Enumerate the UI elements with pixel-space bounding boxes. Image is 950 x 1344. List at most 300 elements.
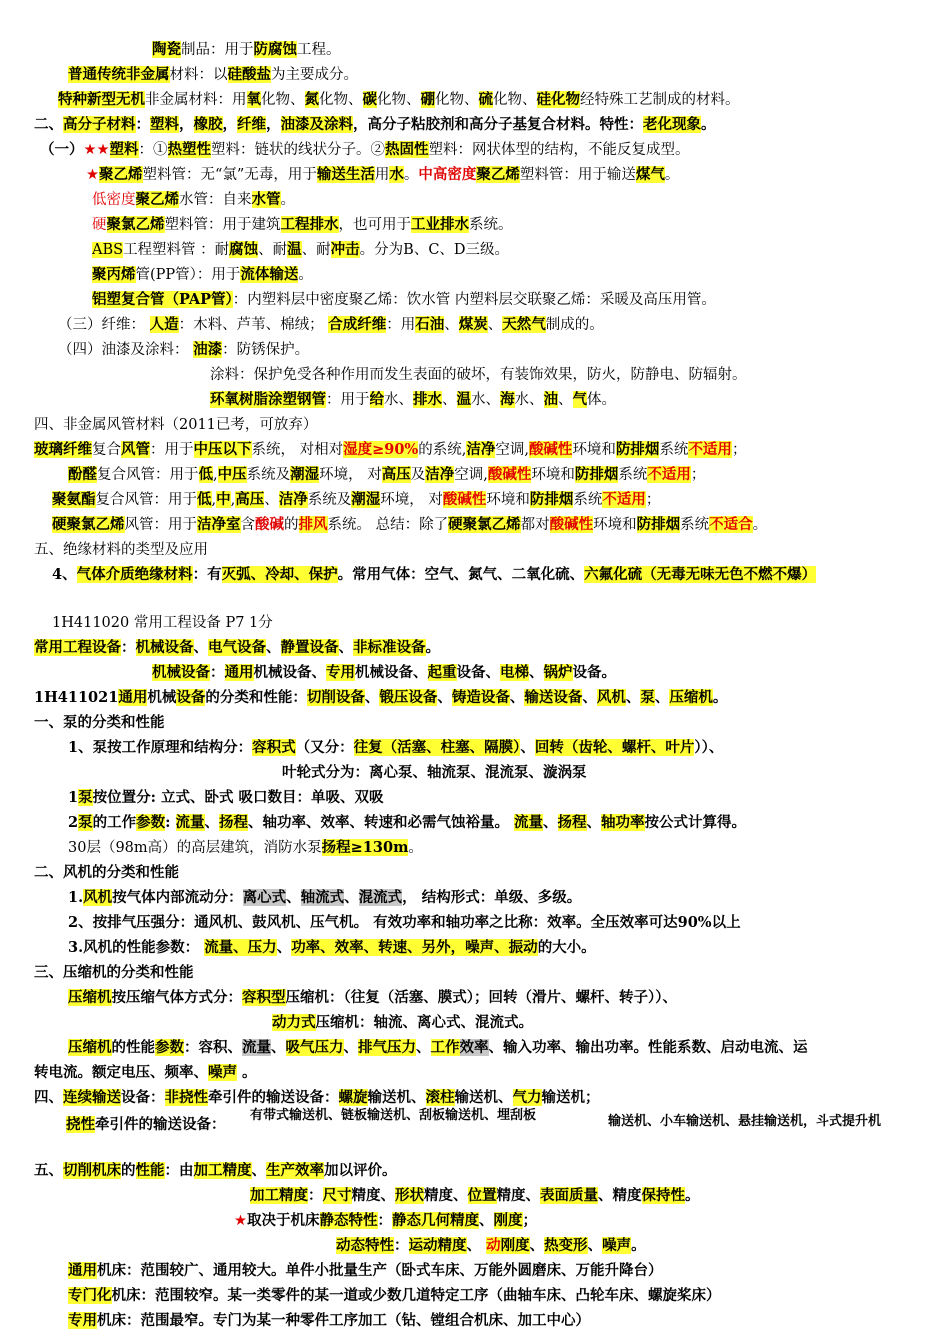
text-segment: 工作 bbox=[430, 1039, 460, 1056]
text-segment: 精度、 bbox=[424, 1187, 468, 1204]
text-segment: 的分类和性能： bbox=[205, 689, 307, 706]
text-segment: 系统及 bbox=[246, 467, 291, 483]
text-segment: 空调, bbox=[454, 467, 488, 483]
text-segment: 噪声 bbox=[602, 1237, 632, 1254]
text-line bbox=[68, 1259, 663, 1283]
text-segment: 环境， 对 bbox=[319, 467, 382, 483]
text-segment: 聚氯乙烯 bbox=[106, 216, 165, 233]
text-segment: ： bbox=[121, 639, 136, 656]
text-segment: 酚醛 bbox=[68, 466, 97, 483]
text-line bbox=[52, 563, 816, 587]
text-line bbox=[34, 861, 179, 885]
text-segment: , bbox=[230, 492, 236, 508]
text-segment: 输送生活 bbox=[316, 166, 375, 183]
text-segment: 非挠性 bbox=[164, 1089, 208, 1106]
text-segment: 电梯 bbox=[500, 664, 529, 681]
text-segment: 化物、 bbox=[435, 92, 479, 108]
text-segment: 的系统, bbox=[418, 442, 467, 458]
text-segment: ； bbox=[731, 442, 747, 458]
text-segment: 1、泵按工作原理和结构分： bbox=[68, 739, 253, 756]
text-segment: 氧 bbox=[246, 91, 261, 108]
text-segment: ， bbox=[266, 116, 281, 133]
text-segment: 输送机、 bbox=[367, 1089, 426, 1106]
text-segment: 通用 bbox=[118, 689, 148, 706]
text-segment: 30层（98m高）的高层建筑，消防水泵 bbox=[68, 840, 322, 856]
text-segment: 、 bbox=[193, 639, 208, 656]
text-line bbox=[34, 113, 716, 137]
text-segment: ★ bbox=[234, 1213, 247, 1229]
text-line bbox=[34, 686, 727, 710]
text-segment: 取决于机床 bbox=[247, 1212, 320, 1229]
text-segment: , bbox=[211, 492, 217, 508]
text-segment: 流量 bbox=[175, 814, 205, 831]
text-segment: 1H411020 常用工程设备 P7 1分 bbox=[52, 615, 273, 631]
text-line bbox=[68, 811, 746, 835]
text-segment: 硬聚氯乙烯 bbox=[448, 516, 521, 533]
text-segment: 中 bbox=[216, 491, 231, 508]
text-segment: 酸碱性 bbox=[487, 466, 532, 483]
text-segment: 按位置分: 立式、卧式 吸口数目：单吸、双吸 bbox=[92, 789, 384, 806]
text-segment: 、 bbox=[558, 392, 573, 408]
text-line bbox=[68, 786, 384, 810]
text-segment: 用 bbox=[374, 167, 390, 183]
text-segment: 容积型 bbox=[242, 989, 286, 1006]
text-segment: 锅炉 bbox=[543, 664, 573, 681]
text-line bbox=[58, 88, 740, 112]
text-segment: 加工精度 bbox=[250, 1187, 308, 1204]
text-segment: 聚乙烯 bbox=[99, 166, 143, 183]
text-segment: 扬程 bbox=[219, 814, 248, 831]
text-segment: 、 bbox=[654, 689, 670, 706]
text-segment: ； bbox=[690, 467, 706, 483]
text-segment: 、 bbox=[582, 689, 597, 706]
text-segment: 冲击 bbox=[330, 241, 360, 258]
text-segment: 酸碱性 bbox=[442, 491, 487, 508]
text-segment: 。 bbox=[425, 639, 440, 656]
text-line bbox=[34, 711, 165, 735]
text-segment: 气 bbox=[572, 391, 587, 408]
text-segment: 常用工程设备 bbox=[34, 639, 121, 656]
text-segment: 、 bbox=[586, 814, 602, 831]
text-segment: 酸碱性 bbox=[549, 516, 594, 533]
text-segment: 老化现象 bbox=[643, 116, 701, 133]
text-segment: 运动精度 bbox=[408, 1237, 467, 1254]
text-line bbox=[68, 911, 741, 935]
text-segment: ：用 bbox=[386, 317, 416, 333]
text-segment: 、 bbox=[416, 1039, 431, 1056]
text-segment: 通用 bbox=[224, 664, 254, 681]
text-segment: 煤炭 bbox=[458, 316, 488, 333]
text-segment: 轴功率 bbox=[601, 814, 645, 831]
text-segment: 给 bbox=[369, 391, 384, 408]
text-segment: 静置设备 bbox=[280, 639, 339, 656]
text-segment: 硬聚氯乙烯 bbox=[52, 516, 125, 533]
text-segment: 起重 bbox=[427, 664, 457, 681]
text-segment: 牵引件的输送设备： bbox=[208, 1089, 339, 1106]
text-segment: 。 bbox=[403, 167, 419, 183]
text-segment: 低 bbox=[198, 466, 213, 483]
text-segment: 、 bbox=[344, 889, 359, 906]
text-segment: 环境， 对 bbox=[380, 492, 443, 508]
text-line bbox=[52, 488, 660, 512]
text-segment: 油漆及涂料 bbox=[280, 116, 353, 133]
text-segment: 。 bbox=[631, 1237, 646, 1254]
text-segment: 回转（齿轮、螺杆、叶片 bbox=[534, 739, 695, 756]
text-segment: ，也可用于 bbox=[338, 217, 411, 233]
text-segment: 防排烟 bbox=[615, 441, 660, 458]
text-segment: 水管：自来 bbox=[179, 192, 252, 208]
text-segment: 低 bbox=[197, 491, 212, 508]
text-line bbox=[66, 1113, 226, 1137]
text-segment: 系统及 bbox=[307, 492, 352, 508]
text-segment: 连续输送 bbox=[63, 1089, 121, 1106]
text-line bbox=[52, 513, 767, 537]
text-segment: 压缩机：轴流、离心式、混流式。 bbox=[315, 1014, 533, 1031]
text-segment: 玻璃纤维 bbox=[34, 441, 92, 458]
text-segment: 不适用 bbox=[602, 491, 646, 508]
text-segment: ABS bbox=[92, 242, 124, 258]
text-segment: 系统 bbox=[680, 517, 710, 533]
text-segment: 设备 bbox=[176, 689, 206, 706]
text-segment: 专门化 bbox=[68, 1287, 112, 1304]
text-segment: 、耐 bbox=[301, 242, 331, 258]
text-segment: 机床：范围较窄。某一类零件的某一道或少数几道特定工序（曲轴车床、凸轮车床、螺旋桨床） bbox=[111, 1287, 721, 1304]
text-segment: 参数 bbox=[155, 1039, 184, 1056]
text-segment: 1H411021 bbox=[34, 689, 119, 706]
text-segment: 二、 bbox=[34, 116, 63, 133]
text-segment: 水 bbox=[389, 166, 404, 183]
text-segment: 刚度 bbox=[493, 1212, 523, 1229]
text-line bbox=[68, 986, 677, 1010]
text-segment: 、 bbox=[204, 814, 219, 831]
text-segment: 体。 bbox=[587, 392, 616, 408]
text-segment: 酸碱 bbox=[255, 516, 284, 533]
text-line bbox=[68, 936, 596, 960]
text-segment: 聚丙烯 bbox=[92, 266, 136, 283]
text-segment: 高分子材料 bbox=[63, 116, 136, 133]
text-segment: 刚度 bbox=[500, 1237, 530, 1254]
text-segment: 风机 bbox=[596, 689, 626, 706]
text-segment: 材料：以 bbox=[169, 67, 228, 83]
text-segment: 泵 bbox=[78, 814, 93, 831]
text-segment: 硅化物 bbox=[536, 91, 580, 108]
text-segment: 噪声 bbox=[208, 1064, 237, 1081]
text-segment: 容积式 bbox=[252, 739, 296, 756]
text-segment: 为主要成分。 bbox=[271, 67, 358, 83]
text-segment: 压缩机：（往复（活塞、膜式）；回转（滑片、螺杆、转子））、 bbox=[285, 989, 677, 1006]
text-segment: 流量 bbox=[514, 814, 544, 831]
text-segment: （一） bbox=[40, 141, 84, 158]
text-segment: 高压 bbox=[235, 491, 265, 508]
text-segment: 、 bbox=[343, 1039, 358, 1056]
text-segment: 1. bbox=[68, 889, 84, 906]
text-line bbox=[92, 188, 295, 212]
text-segment: 转电流。额定电压、频率、 bbox=[34, 1064, 208, 1081]
text-segment: 化物、 bbox=[261, 92, 305, 108]
text-segment: 防腐蚀 bbox=[253, 41, 297, 58]
text-segment: 中压以下 bbox=[193, 441, 252, 458]
text-segment: 3.风机的性能参数： bbox=[68, 939, 205, 956]
text-segment: 油漆 bbox=[193, 341, 223, 358]
text-segment: 精度、 bbox=[351, 1187, 395, 1204]
text-segment: 、 bbox=[437, 689, 452, 706]
text-segment: 工程排水 bbox=[280, 216, 339, 233]
text-segment: 空调, bbox=[495, 442, 529, 458]
text-segment: 洁净 bbox=[278, 491, 308, 508]
text-segment: 塑料管：用于输送 bbox=[519, 167, 636, 183]
text-segment: 、 bbox=[625, 689, 641, 706]
text-segment: 洁净室 bbox=[197, 516, 241, 533]
text-segment: 塑料 bbox=[109, 141, 139, 158]
text-segment: 四、非金属风管材料（2011已考，可放弃） bbox=[34, 417, 318, 433]
text-segment: 的工作 bbox=[92, 814, 137, 831]
text-segment: 不适合 bbox=[709, 516, 753, 533]
text-segment: 静态几何精度 bbox=[392, 1212, 479, 1229]
text-segment: 陶瓷 bbox=[152, 41, 181, 58]
text-segment: 。 bbox=[712, 689, 728, 706]
text-segment: 、 bbox=[529, 1237, 545, 1254]
text-segment: ，高分子粘胶剂和高分子基复合材料。特性： bbox=[353, 116, 643, 133]
text-segment: 设备。 bbox=[572, 664, 616, 681]
text-line bbox=[34, 413, 317, 437]
text-segment: 制成的。 bbox=[545, 317, 604, 333]
text-segment: 化物、 bbox=[493, 92, 537, 108]
text-segment: 。 bbox=[298, 267, 313, 283]
text-segment: ， bbox=[179, 116, 194, 133]
text-segment: （又分： bbox=[295, 739, 354, 756]
text-segment: 吸气压力 bbox=[285, 1039, 344, 1056]
text-segment: 油 bbox=[543, 391, 558, 408]
text-segment: 非金属材料：用 bbox=[145, 92, 247, 108]
text-segment: 流量、压力 bbox=[204, 939, 277, 956]
text-segment: 加以评价。 bbox=[324, 1162, 397, 1179]
text-line bbox=[34, 438, 746, 462]
text-segment: 非标准设备 bbox=[353, 639, 426, 656]
text-line bbox=[34, 1061, 257, 1085]
text-segment: 按公式计算得。 bbox=[644, 814, 747, 831]
text-segment: 不适用 bbox=[647, 466, 691, 483]
text-segment: 、 bbox=[264, 492, 279, 508]
text-segment: 形状 bbox=[395, 1187, 424, 1204]
text-segment: 聚乙烯 bbox=[135, 191, 179, 208]
text-segment: ：有 bbox=[192, 566, 222, 583]
text-segment: 水、 bbox=[384, 392, 413, 408]
text-line bbox=[210, 388, 616, 412]
text-segment: 环境和 bbox=[593, 517, 637, 533]
text-segment: 、 bbox=[338, 639, 353, 656]
text-segment: 。 bbox=[685, 1187, 700, 1204]
text-segment: 牵引件的输送设备： bbox=[95, 1116, 226, 1133]
text-segment: 聚乙烯 bbox=[476, 166, 520, 183]
text-segment: 扬程 bbox=[557, 814, 587, 831]
text-segment: ：容积、 bbox=[184, 1039, 242, 1056]
text-segment: 复合风管：用于 bbox=[97, 467, 199, 483]
text-segment: 功率、效率、转速、另外，噪声、振动 bbox=[291, 939, 538, 956]
text-segment: 五、绝缘材料的类型及应用 bbox=[34, 542, 208, 558]
text-segment: 系统。 bbox=[469, 217, 513, 233]
text-segment: ））、 bbox=[694, 739, 724, 756]
text-segment: 、轴功率、效率、转速和必需气蚀裕量。 bbox=[248, 814, 515, 831]
text-segment: 机械 bbox=[147, 689, 177, 706]
text-segment: , bbox=[213, 467, 218, 483]
text-segment: 潮湿 bbox=[351, 491, 381, 508]
text-line bbox=[250, 1184, 700, 1208]
text-segment: 潮湿 bbox=[290, 466, 320, 483]
text-segment: ， bbox=[222, 116, 237, 133]
text-segment: 环境和 bbox=[531, 467, 575, 483]
text-segment: 。分为B、C、D三级。 bbox=[359, 242, 510, 258]
text-line bbox=[68, 736, 723, 760]
text-segment: 橡胶 bbox=[193, 116, 223, 133]
text-line bbox=[282, 761, 587, 785]
text-segment: 、 bbox=[286, 889, 301, 906]
text-segment: 。 bbox=[280, 192, 295, 208]
text-segment: 化物、 bbox=[319, 92, 363, 108]
text-segment: 低密度 bbox=[92, 192, 136, 208]
text-segment: 。 bbox=[408, 840, 423, 856]
text-segment: 硅酸盐 bbox=[227, 66, 271, 83]
text-segment: 泵 bbox=[640, 689, 655, 706]
text-segment: 工程。 bbox=[297, 42, 341, 58]
text-segment: 保持性 bbox=[641, 1187, 685, 1204]
text-segment: 输送机、小车输送机、悬挂输送机，斗式提升机 bbox=[608, 1114, 882, 1129]
text-segment: 混流式 bbox=[358, 889, 403, 906]
text-segment: 二、风机的分类和性能 bbox=[34, 864, 179, 881]
text-line bbox=[68, 463, 705, 487]
text-segment: 中高密度 bbox=[418, 166, 477, 183]
text-segment: 效率 bbox=[459, 1039, 489, 1056]
text-segment: 机械设备 bbox=[135, 639, 194, 656]
text-segment: 工业排水 bbox=[411, 216, 469, 233]
text-segment: 切削设备 bbox=[306, 689, 365, 706]
text-segment: 压缩机 bbox=[68, 989, 112, 1006]
text-segment: 硼 bbox=[420, 91, 435, 108]
text-segment: 机械设备 bbox=[152, 664, 210, 681]
text-line bbox=[34, 1159, 397, 1183]
text-segment: 防排烟 bbox=[529, 491, 574, 508]
text-segment: 纤维 bbox=[237, 116, 266, 133]
text-segment: 2 bbox=[68, 814, 79, 831]
text-segment: 设备： bbox=[121, 1089, 165, 1106]
text-segment: ， 结构形式：单级、多级。 bbox=[402, 889, 582, 906]
text-line bbox=[40, 138, 690, 162]
text-line bbox=[152, 38, 341, 62]
text-line bbox=[92, 213, 513, 237]
text-segment: 煤气 bbox=[635, 166, 665, 183]
text-segment: 离心式 bbox=[242, 889, 287, 906]
text-segment: 。 bbox=[237, 1064, 257, 1081]
text-segment: 设备、 bbox=[456, 664, 500, 681]
text-segment: 、 bbox=[509, 689, 525, 706]
text-segment: 、 bbox=[442, 392, 457, 408]
text-segment: ： bbox=[135, 116, 150, 133]
text-segment: 中压 bbox=[217, 466, 247, 483]
text-segment: 扬程≥130m bbox=[321, 839, 409, 856]
text-line bbox=[336, 1234, 646, 1258]
text-segment: ：防锈保护。 bbox=[222, 342, 310, 358]
text-segment: 合成纤维 bbox=[328, 316, 387, 333]
text-segment: 、 bbox=[466, 1237, 487, 1254]
text-segment: 专用 bbox=[326, 664, 355, 681]
text-segment: 化物、 bbox=[377, 92, 421, 108]
text-segment: 排气压力 bbox=[358, 1039, 416, 1056]
text-segment: 、 bbox=[520, 739, 535, 756]
text-line bbox=[68, 886, 581, 910]
text-segment: 复合 bbox=[92, 442, 121, 458]
text-segment: 都对 bbox=[520, 517, 550, 533]
text-segment: 专用 bbox=[68, 1312, 97, 1329]
text-segment: ； bbox=[522, 1212, 537, 1229]
text-line bbox=[52, 611, 273, 635]
text-segment: 热塑性 bbox=[167, 141, 211, 158]
text-segment: 硬 bbox=[92, 217, 107, 233]
text-segment: 轴流式 bbox=[300, 889, 345, 906]
text-line bbox=[86, 163, 679, 187]
text-segment: 塑料 bbox=[150, 116, 179, 133]
text-segment: 的性能 bbox=[111, 1039, 155, 1056]
text-segment: 湿度≥90% bbox=[343, 441, 419, 458]
text-segment: 、 bbox=[543, 814, 558, 831]
text-segment: 叶轮式分为：离心泵、轴流泵、混流泵、漩涡泵 bbox=[282, 764, 587, 781]
text-segment: 三、压缩机的分类和性能 bbox=[34, 964, 194, 981]
text-segment: 流量 bbox=[242, 1039, 271, 1056]
text-line bbox=[272, 1011, 533, 1035]
text-segment: 制品：用于 bbox=[181, 42, 254, 58]
text-line bbox=[250, 1104, 536, 1128]
text-segment: 塑料管：无“氯”无毒，用于 bbox=[142, 167, 317, 183]
text-segment: 普通传统非金属 bbox=[68, 66, 170, 83]
text-segment: 系统 bbox=[573, 492, 603, 508]
text-segment: 的 bbox=[284, 517, 299, 533]
text-segment: 热固性 bbox=[385, 141, 429, 158]
text-segment: 、 bbox=[487, 317, 503, 333]
text-segment: 铸造设备 bbox=[451, 689, 510, 706]
text-segment: 涂料：保护免受各种作用而发生表面的破坏，有装饰效果，防火，防静电、防辐射。 bbox=[210, 367, 747, 383]
text-line bbox=[58, 313, 604, 337]
text-segment: : bbox=[165, 814, 176, 831]
text-segment: ：用于 bbox=[150, 442, 194, 458]
text-segment: 洁净 bbox=[466, 441, 496, 458]
text-segment: 1 bbox=[68, 789, 79, 806]
text-segment: ：用于 bbox=[326, 392, 370, 408]
text-segment: 精度、 bbox=[496, 1187, 540, 1204]
text-segment: 水管 bbox=[251, 191, 281, 208]
text-segment: 腐蚀 bbox=[229, 241, 259, 258]
text-segment: 参数 bbox=[136, 814, 166, 831]
text-segment: 的大小。 bbox=[537, 939, 596, 956]
text-segment: 排风 bbox=[298, 516, 328, 533]
text-segment: 风机 bbox=[83, 889, 113, 906]
text-line bbox=[92, 238, 509, 262]
text-segment: 。 bbox=[752, 517, 768, 533]
text-segment: 温 bbox=[287, 241, 302, 258]
text-segment: ：由 bbox=[164, 1162, 194, 1179]
text-segment: 加工精度 bbox=[193, 1162, 252, 1179]
text-segment: 机械设备、 bbox=[253, 664, 326, 681]
text-segment: 输送设备 bbox=[524, 689, 583, 706]
text-segment: ： bbox=[394, 1237, 409, 1254]
text-line bbox=[68, 1036, 808, 1060]
text-segment: 通用 bbox=[68, 1262, 97, 1279]
text-segment: 特种新型无机 bbox=[58, 91, 145, 108]
text-segment: 动态特性 bbox=[336, 1237, 394, 1254]
text-segment: 系统 bbox=[618, 467, 648, 483]
text-line bbox=[210, 363, 747, 387]
text-segment: 四、 bbox=[34, 1089, 63, 1106]
text-segment: 、精度 bbox=[598, 1187, 642, 1204]
text-segment: 、 bbox=[251, 1162, 266, 1179]
text-segment: 机床：范围最窄。专门为某一种零件工序加工（钻、镗组合机床、加工中心） bbox=[97, 1312, 590, 1329]
